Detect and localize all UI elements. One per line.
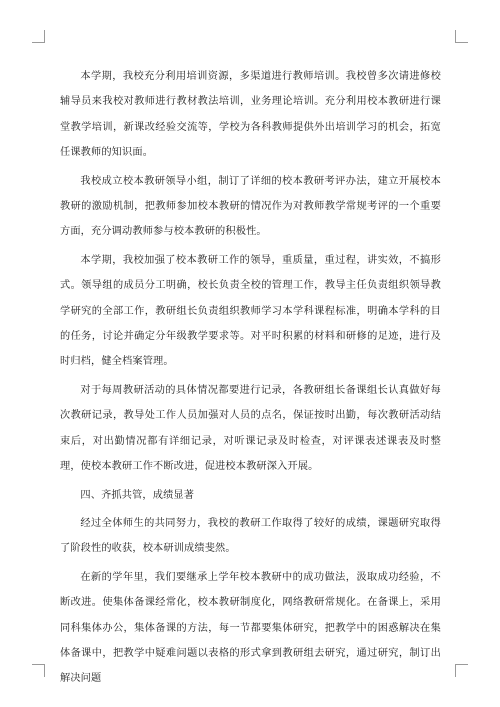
paragraph-next-year: 在新的学年里，我们要继承上学年校本教研中的成功做法，汲取成功经验，不断改进。使集体备课经常化，校本教研制度化，网络教研常规化。在备课上，采用同科集体办公，集体备课的方法，每一节都要集体研究，把教学中的困惑解决在集体备课中，把教学中疑难问题以表格的形式拿到教研组去研究，通过研究，制订出解决问题 [60,571,441,685]
crop-mark-bottom-right [455,664,468,677]
crop-mark-top-right [455,30,468,43]
paragraph-management: 本学期，我校加强了校本教研工作的领导，重质量，重过程，讲实效，不搞形式。领导组的成员分工明确，校长负责全校的管理工作，教导主任负责组织领导教学研究的全部工作，教研组长负责组织教师学习本学科课程标准，明确本学科的目的任务，讨论并确定分年级教学要求等。对平时积累的材料和研修的足迹，进行及时归档，健全档案管理。 [60,254,441,368]
paragraph-results: 经过全体师生的共同努力，我校的教研工作取得了较好的成绩，课题研究取得了阶段性的收获，校本研训成绩斐然。 [60,517,441,555]
section-heading: 四、齐抓共管，成绩显著 [80,489,195,501]
paragraph-records: 对于每周教研活动的具体情况都要进行记录，各教研组长备课组长认真做好每次教研记录，教导处工作人员加强对人员的点名，保证按时出勤，每次教研活动结束后，对出勤情况都有详细记录，对听课记录及时检查，对评课表述课表及时整理，使校本教研工作不断改进，促进校本教研深入开展。 [60,384,441,473]
paragraph-leadership-group: 我校成立校本教研领导小组，制订了详细的校本教研考评办法，建立开展校本教研的激励机制，把教师参加校本教研的情况作为对教师教学常规考评的一个重要方面，充分调动教师参与校本教研的积极性。 [60,175,441,238]
document-body [60,64,441,695]
paragraph-training: 本学期，我校充分利用培训资源，多渠道进行教师培训。我校曾多次请进修校辅导员来我校对教师进行教材教法培训，业务理论培训。充分利用校本教研进行课堂教学培训，新课改经验交流等，学校为各科教师提供外出培训学习的机会，拓宽任课教师的知识面。 [60,71,441,159]
crop-mark-top-left [32,30,45,43]
crop-mark-bottom-left [32,664,45,677]
